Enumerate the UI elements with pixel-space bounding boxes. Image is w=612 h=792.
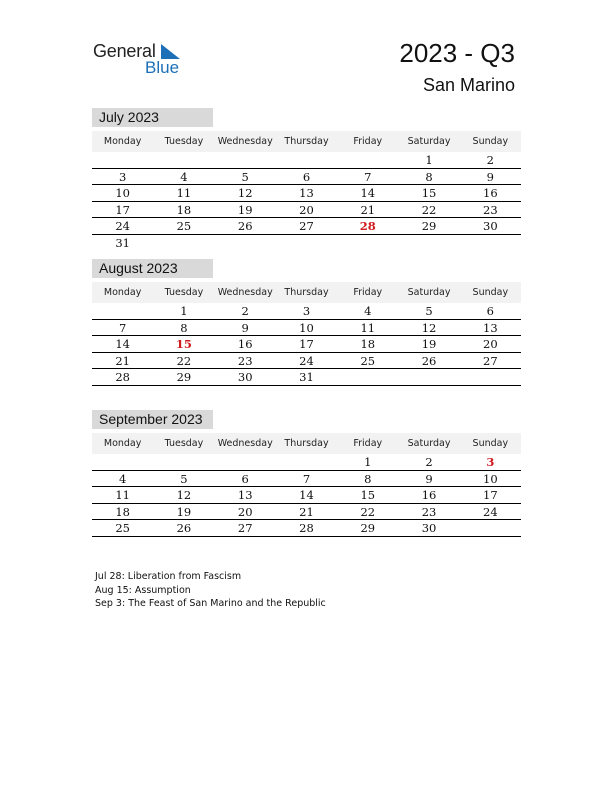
day-cell: 16 [237, 337, 253, 351]
week-row [92, 504, 521, 521]
weekday-header [92, 282, 521, 303]
day-cell [460, 235, 521, 252]
week-row [92, 303, 521, 320]
day-cell: 18 [176, 202, 192, 217]
weekday-label: Sunday [472, 136, 509, 147]
week-row [92, 487, 521, 504]
week-row [92, 320, 521, 337]
day-cell: 18 [115, 504, 130, 519]
day-cell: 6 [302, 169, 311, 184]
day-cell [460, 369, 521, 385]
day-cell: 5 [425, 304, 433, 318]
weekday-label: Tuesday [164, 136, 204, 147]
day-cell: 9 [486, 169, 494, 184]
day-cell: 12 [421, 320, 437, 335]
day-cell: 25 [360, 353, 376, 368]
day-cell: 6 [241, 471, 249, 486]
week-row [92, 336, 521, 353]
day-cell: 8 [425, 169, 433, 184]
day-cell: 8 [180, 320, 188, 335]
day-cell: 25 [115, 521, 130, 535]
weekday-label: Thursday [284, 287, 329, 298]
day-cell: 10 [299, 320, 314, 335]
month-block-september [92, 410, 521, 537]
day-cell: 25 [176, 219, 192, 233]
day-cell: 20 [237, 504, 253, 519]
weekday-label: Monday [103, 438, 142, 449]
weekday-header [92, 433, 521, 454]
day-cell: 17 [115, 202, 130, 217]
month-title: September 2023 [92, 410, 213, 429]
weekday-label: Sunday [472, 438, 509, 449]
day-cell: 5 [180, 471, 188, 486]
page-title: 2023 - Q3 [399, 38, 515, 68]
day-cell: 3 [302, 304, 311, 318]
holiday-day-cell: 3 [486, 455, 495, 469]
month-block-august [92, 259, 521, 386]
weekday-label: Wednesday [217, 136, 273, 147]
day-cell: 1 [364, 455, 372, 469]
day-cell: 21 [299, 504, 314, 519]
day-cell: 23 [237, 353, 253, 368]
weekday-label: Monday [103, 136, 142, 147]
day-cell [337, 235, 398, 252]
day-cell: 15 [421, 186, 437, 200]
day-cell: 23 [483, 202, 498, 217]
brand-logo [93, 41, 193, 79]
day-cell: 9 [425, 471, 433, 486]
weekday-label: Monday [103, 287, 142, 298]
day-cell [153, 235, 214, 252]
day-cell [337, 152, 398, 168]
week-row [92, 185, 521, 202]
day-cell: 21 [115, 353, 130, 368]
month-block-july [92, 108, 521, 251]
day-cell: 24 [299, 353, 314, 368]
day-cell: 14 [115, 337, 130, 351]
day-cell: 26 [176, 521, 192, 535]
day-cell: 14 [360, 186, 376, 200]
day-cell: 20 [299, 202, 314, 217]
day-cell: 15 [360, 488, 376, 502]
day-cell: 19 [237, 202, 253, 217]
weekday-label: Tuesday [164, 438, 204, 449]
day-cell: 13 [483, 320, 498, 335]
weekday-label: Sunday [472, 287, 509, 298]
day-cell [276, 235, 337, 252]
day-cell: 28 [115, 370, 130, 384]
brand-general-text: General [93, 41, 156, 61]
day-cell: 10 [115, 186, 130, 200]
day-cell [276, 454, 337, 470]
weekday-label: Friday [353, 136, 383, 147]
day-cell: 20 [483, 337, 498, 351]
day-cell: 27 [483, 353, 498, 368]
day-cell: 22 [360, 504, 376, 519]
day-cell [92, 303, 153, 319]
day-cell: 11 [176, 186, 192, 200]
day-cell: 27 [299, 219, 314, 233]
day-cell: 7 [302, 471, 311, 486]
day-cell: 13 [237, 488, 253, 502]
day-cell: 17 [299, 337, 314, 351]
day-cell: 26 [237, 219, 253, 233]
day-cell: 30 [237, 370, 253, 384]
day-cell: 11 [115, 488, 130, 502]
month-title: July 2023 [92, 108, 213, 127]
day-cell [215, 235, 276, 252]
day-cell [153, 152, 214, 168]
week-row [92, 218, 521, 235]
day-cell: 6 [486, 304, 494, 318]
day-cell [215, 454, 276, 470]
day-cell: 14 [299, 488, 314, 502]
week-row [92, 202, 521, 219]
weekday-label: Thursday [284, 438, 329, 449]
day-cell: 29 [176, 370, 192, 384]
day-cell: 24 [483, 504, 498, 519]
day-cell [398, 235, 459, 252]
day-cell: 12 [176, 488, 192, 502]
day-cell: 19 [421, 337, 437, 351]
day-cell: 30 [483, 219, 498, 233]
brand-blue-text: Blue [145, 58, 180, 77]
day-cell [153, 454, 214, 470]
holiday-notes [95, 570, 326, 611]
day-cell: 18 [360, 337, 376, 351]
weekday-label: Tuesday [164, 287, 204, 298]
day-cell: 9 [241, 320, 249, 335]
week-row [92, 369, 521, 386]
day-cell: 13 [299, 186, 314, 200]
day-cell: 24 [115, 219, 130, 233]
day-cell: 16 [483, 186, 498, 200]
week-row [92, 235, 521, 252]
day-cell [215, 152, 276, 168]
day-cell: 4 [364, 304, 372, 318]
day-cell: 22 [176, 353, 192, 368]
day-cell: 23 [421, 504, 437, 519]
day-cell: 19 [176, 504, 192, 519]
day-cell [398, 369, 459, 385]
week-row [92, 152, 521, 169]
day-cell: 28 [299, 521, 314, 535]
day-cell: 4 [118, 471, 127, 486]
day-cell: 11 [360, 320, 376, 335]
weekday-label: Wednesday [217, 438, 273, 449]
weekday-label: Wednesday [217, 287, 273, 298]
day-cell: 30 [421, 521, 437, 535]
month-title: August 2023 [92, 259, 213, 278]
holiday-day-cell: 28 [359, 219, 376, 233]
weekday-label: Saturday [407, 287, 451, 298]
week-row [92, 520, 521, 537]
week-row [92, 353, 521, 370]
day-cell: 27 [237, 521, 253, 535]
day-cell: 21 [360, 202, 376, 217]
week-row [92, 454, 521, 471]
day-cell: 29 [421, 219, 437, 233]
holiday-note: Jul 28: Liberation from Fascism [95, 571, 242, 582]
day-cell: 22 [421, 202, 437, 217]
holiday-note: Aug 15: Assumption [95, 584, 191, 596]
day-cell: 31 [299, 370, 314, 384]
day-cell: 10 [483, 471, 498, 486]
day-cell: 29 [360, 521, 376, 535]
day-cell [337, 369, 398, 385]
day-cell: 26 [421, 353, 437, 368]
weekday-label: Friday [353, 438, 383, 449]
day-cell [92, 454, 153, 470]
day-cell: 16 [421, 488, 437, 502]
country-name: San Marino [422, 75, 515, 95]
day-cell: 1 [180, 304, 188, 318]
weekday-label: Saturday [407, 136, 451, 147]
day-cell [276, 152, 337, 168]
day-cell: 8 [364, 471, 372, 486]
week-row [92, 169, 521, 186]
day-cell: 17 [483, 488, 498, 502]
day-cell [460, 520, 521, 536]
day-cell: 4 [180, 169, 188, 184]
day-cell [92, 152, 153, 168]
day-cell: 12 [237, 186, 253, 200]
day-cell: 5 [241, 169, 249, 184]
week-row [92, 471, 521, 488]
weekday-label: Thursday [284, 136, 329, 147]
weekday-label: Saturday [407, 438, 451, 449]
day-cell: 7 [118, 320, 127, 335]
day-cell: 2 [425, 455, 433, 469]
day-cell: 3 [118, 169, 127, 184]
day-cell: 2 [486, 153, 494, 167]
day-cell: 7 [364, 169, 372, 184]
day-cell: 31 [115, 235, 130, 250]
holiday-note: Sep 3: The Feast of San Marino and the Republic [95, 598, 326, 609]
day-cell: 2 [241, 304, 249, 318]
day-cell: 1 [425, 153, 433, 167]
holiday-day-cell: 15 [175, 337, 192, 351]
weekday-label: Friday [353, 287, 383, 298]
weekday-header [92, 131, 521, 152]
